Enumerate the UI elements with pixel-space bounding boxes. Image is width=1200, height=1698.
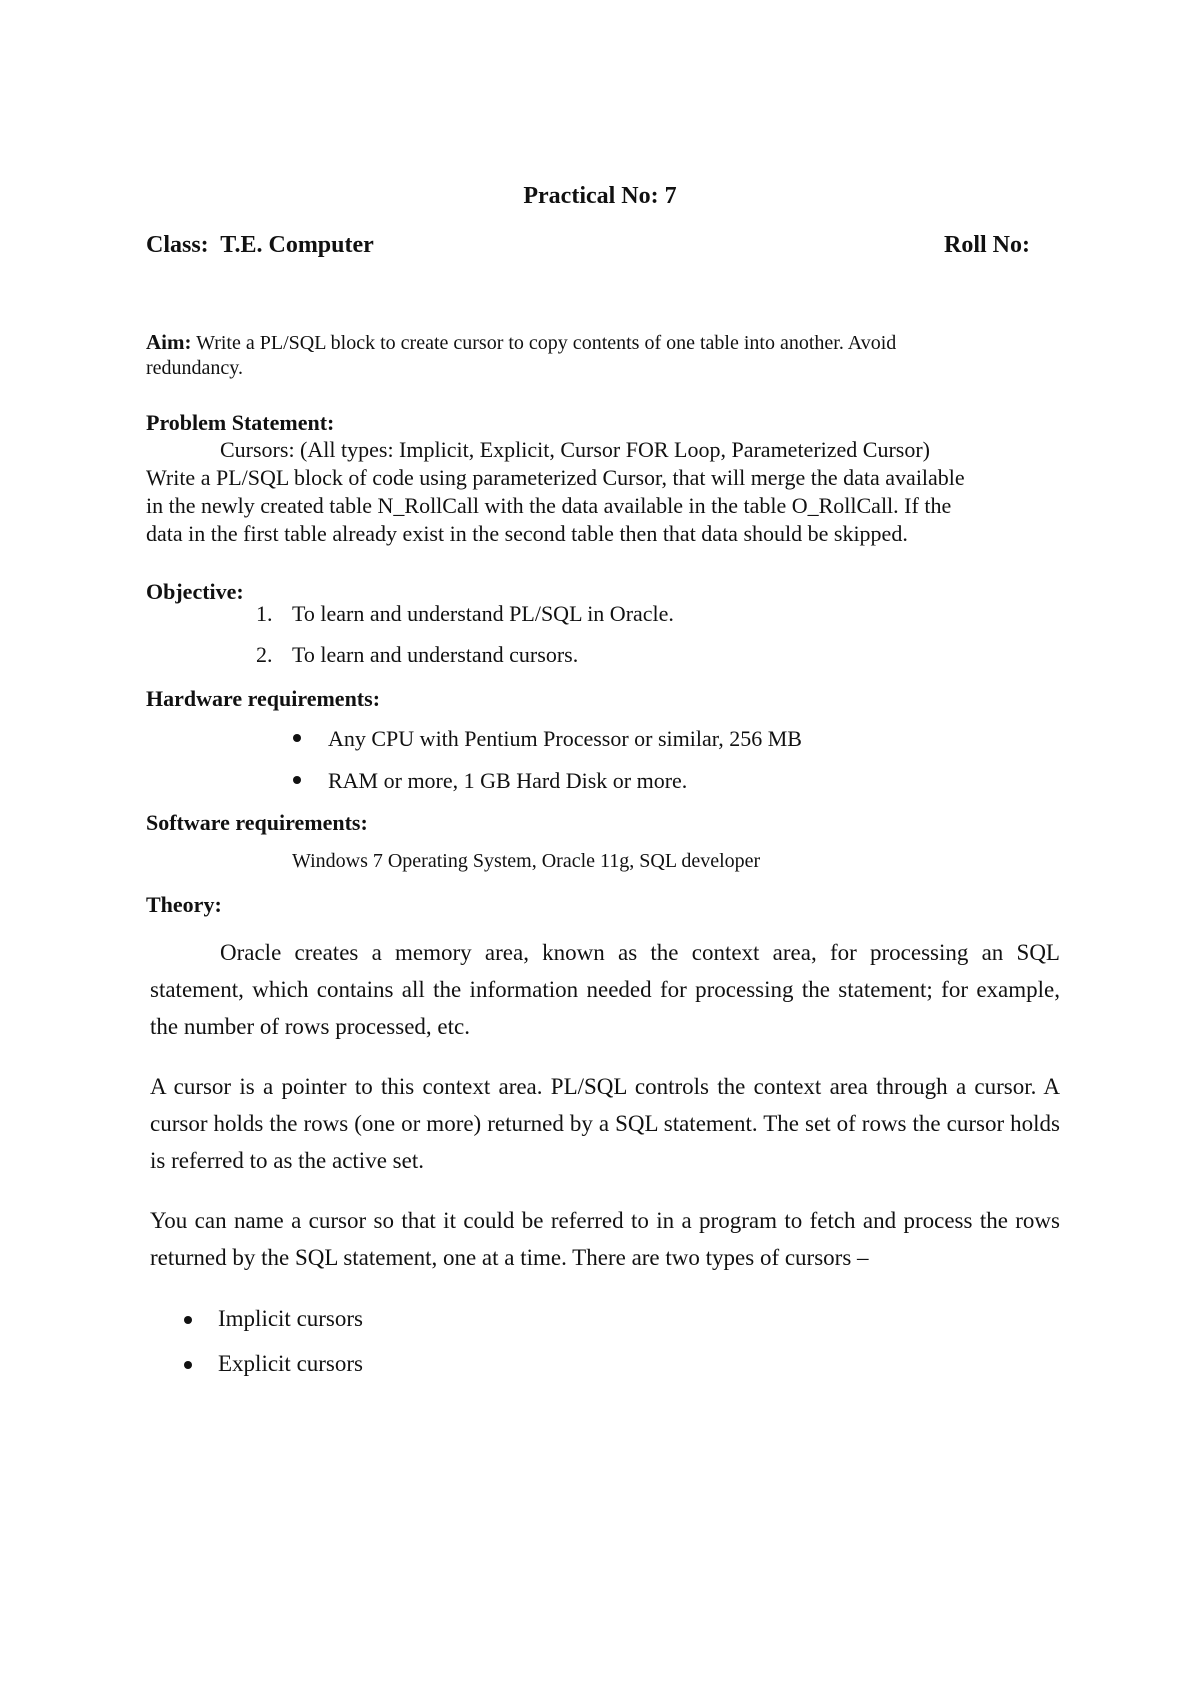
aim-text: Write a PL/SQL block to create cursor to copy contents of one table into another. Avoid xyxy=(196,332,897,354)
problem-line: in the newly created table N_RollCall with the data available in the table O_RollCall. If the xyxy=(146,493,952,518)
theory-paragraph: You can name a cursor so that it could be referred to in a program to fetch and process the rows returned by the SQL statement, one at a time. There are two types of cursors – xyxy=(150,1208,1060,1270)
class-label: Class: xyxy=(146,232,209,258)
bullet-icon xyxy=(184,1316,192,1324)
bullet-icon xyxy=(293,776,301,784)
aim-label: Aim: xyxy=(146,330,192,354)
hardware-item: RAM or more, 1 GB Hard Disk or more. xyxy=(328,768,688,793)
roll-label: Roll No: xyxy=(944,232,1030,258)
theory-list-item: Explicit cursors xyxy=(218,1351,363,1376)
software-heading: Software requirements: xyxy=(146,810,368,835)
theory-paragraph: Oracle creates a memory area, known as the context area, for processing an SQL statement, which contains all the information needed for processing the statement; for example, the number of rows processed, etc. xyxy=(150,940,1060,1039)
objective-item: To learn and understand cursors. xyxy=(292,642,579,667)
objective-heading: Objective: xyxy=(146,579,244,604)
hardware-heading: Hardware requirements: xyxy=(146,686,381,711)
bullet-icon xyxy=(293,734,301,742)
aim-line-1 xyxy=(146,330,896,355)
problem-heading: Problem Statement: xyxy=(146,410,335,435)
problem-line: Cursors: (All types: Implicit, Explicit, Cursor FOR Loop, Parameterized Cursor) xyxy=(220,437,931,462)
hardware-item: Any CPU with Pentium Processor or similar, 256 MB xyxy=(328,726,802,751)
theory-paragraph: A cursor is a pointer to this context area. PL/SQL controls the context area through a cursor. A cursor holds the rows (one or more) returned by a SQL statement. The set of rows the cursor holds is referred to as the active set. xyxy=(150,1074,1060,1173)
bullet-icon xyxy=(184,1361,192,1369)
objective-num: 1. xyxy=(256,601,273,626)
page-title: Practical No: 7 xyxy=(523,183,677,209)
class-info xyxy=(146,232,374,259)
objective-item: To learn and understand PL/SQL in Oracle. xyxy=(292,601,674,626)
theory-list-item: Implicit cursors xyxy=(218,1306,363,1331)
aim-line-2: redundancy. xyxy=(146,357,243,379)
theory-heading: Theory: xyxy=(146,892,222,917)
software-text: Windows 7 Operating System, Oracle 11g, SQL developer xyxy=(292,850,761,872)
problem-line: data in the first table already exist in the second table then that data should be skipped. xyxy=(146,521,908,546)
class-value: T.E. Computer xyxy=(220,232,374,258)
problem-line: Write a PL/SQL block of code using parameterized Cursor, that will merge the data available xyxy=(146,465,965,490)
objective-num: 2. xyxy=(256,642,273,667)
